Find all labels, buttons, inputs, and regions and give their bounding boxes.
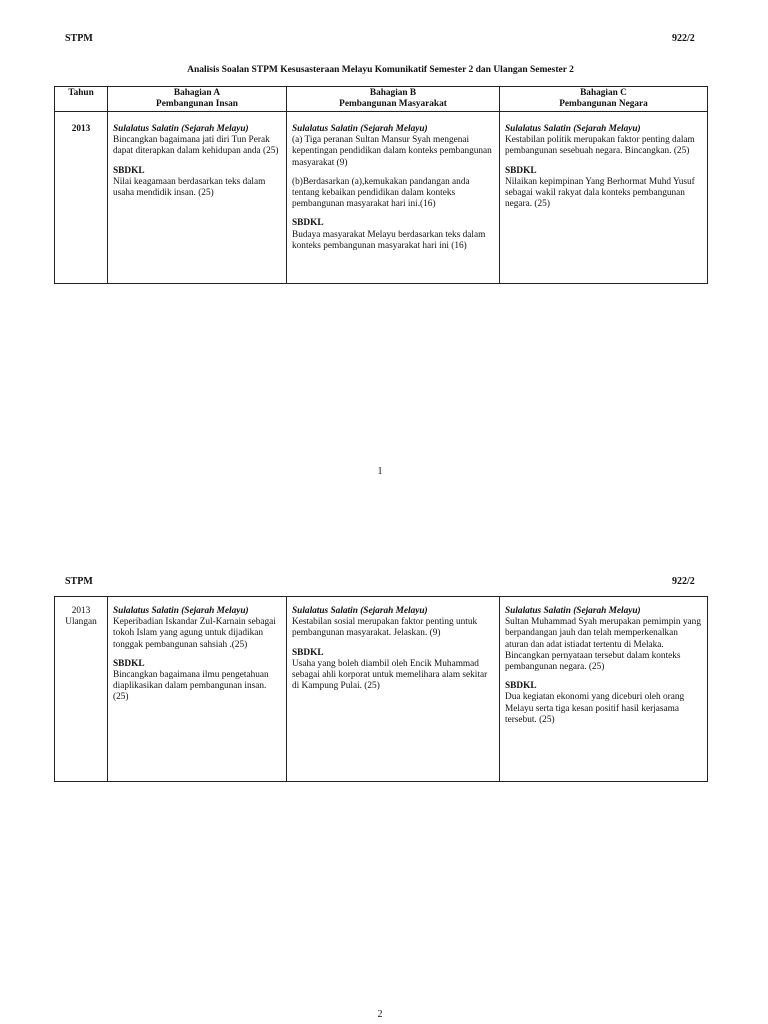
table-row xyxy=(55,597,708,782)
page1-header-left: STPM xyxy=(65,33,93,44)
cell-c-question-1: Sultan Muhammad Syah merupakan pemimpin yang berpandangan jauh dan telah memperkenalkan aturan dan adat istiadat tertentu di Melaka. Bincangkan pernyataan tersebut dalam konteks pembangunan negara. (25) xyxy=(505,617,701,673)
analysis-table-1 xyxy=(54,86,708,284)
cell-section-a xyxy=(108,112,287,284)
row-year: 2013 xyxy=(71,124,91,134)
cell-a-title: Sulalatus Salatin (Sejarah Melayu) xyxy=(113,606,249,616)
col-header-c-line1: Bahagian C xyxy=(580,88,627,98)
cell-c-title: Sulalatus Salatin (Sejarah Melayu) xyxy=(505,606,641,616)
row-year-cell xyxy=(55,597,108,782)
table-row xyxy=(55,112,708,284)
cell-b-title: Sulalatus Salatin (Sejarah Melayu) xyxy=(292,606,428,616)
cell-c-sbdkl-label: SBDKL xyxy=(505,681,537,692)
page1-page-number: 1 xyxy=(377,466,383,477)
cell-section-c xyxy=(500,112,708,284)
col-header-b-line1: Bahagian B xyxy=(369,88,417,98)
cell-b-question-1a: (a) Tiga peranan Sultan Mansur Syah mengenai kepentingan pendidikan dalam konteks pembangunan masyarakat (9) xyxy=(292,135,492,168)
page2-page-number: 2 xyxy=(377,1009,383,1020)
col-header-b-line2: Pembangunan Masyarakat xyxy=(339,98,447,109)
cell-a-question-2: Nilai keagamaan berdasarkan teks dalam usaha mendidik insan. (25) xyxy=(113,176,266,199)
cell-c-question-1: Kestabilan politik merupakan faktor penting dalam pembangunan sesebuah negara. Bincangkan. (25) xyxy=(505,135,695,157)
cell-b-question-1b: (b)Berdasarkan (a),kemukakan pandangan anda tentang kebaikan pendidikan dalam konteks pembangunan masyarakat hari ini.(16) xyxy=(292,176,470,210)
analysis-table-2 xyxy=(54,596,708,782)
page1-title: Analisis Soalan STPM Kesusasteraan Melayu Komunikatif Semester 2 dan Ulangan Semester 2 xyxy=(187,65,574,75)
col-header-b xyxy=(287,87,500,112)
cell-b-question-1: Kestabilan sosial merupakan faktor penting untuk pembangunan masyarakat. Jelaskan. (9) xyxy=(292,617,478,639)
page2-header-left: STPM xyxy=(65,576,93,587)
cell-b-title: Sulalatus Salatin (Sejarah Melayu) xyxy=(292,124,428,134)
row-year-cell xyxy=(55,112,108,284)
col-header-c-line2: Pembangunan Negara xyxy=(559,98,648,109)
cell-section-b xyxy=(287,597,500,782)
cell-b-question-2: Budaya masyarakat Melayu berdasarkan teks dalam konteks pembangunan masyarakat hari ini (16) xyxy=(292,229,486,251)
cell-b-sbdkl-label: SBDKL xyxy=(292,218,324,229)
row-year-line2: Ulangan xyxy=(65,617,97,628)
cell-c-question-2: Nilaikan kepimpinan Yang Berhormat Muhd Yusuf sebagai wakil rakyat dala konteks pembangunan negara. (25) xyxy=(505,176,695,210)
cell-c-question-2: Dua kegiatan ekonomi yang diceburi oleh orang Melayu serta tiga kesan positif hasil kerjasama tersebut. (25) xyxy=(505,692,685,725)
page2-header-right: 922/2 xyxy=(672,576,695,587)
col-header-c xyxy=(500,87,708,112)
row-year-line1: 2013 xyxy=(71,606,91,616)
page1-header-right: 922/2 xyxy=(672,33,695,44)
cell-section-c xyxy=(500,597,708,782)
cell-c-sbdkl-label: SBDKL xyxy=(505,165,537,176)
table-header-row xyxy=(55,87,708,112)
cell-section-a xyxy=(108,597,287,782)
col-header-year xyxy=(55,87,108,112)
cell-b-sbdkl-label: SBDKL xyxy=(292,647,324,658)
cell-section-b xyxy=(287,112,500,284)
cell-a-sbdkl-label: SBDKL xyxy=(113,658,145,669)
col-header-year-label: Tahun xyxy=(68,88,94,98)
cell-a-question-1: Bincangkan bagaimana jati diri Tun Perak dapat diterapkan dalam kehidupan anda (25) xyxy=(113,135,279,157)
cell-a-sbdkl-label: SBDKL xyxy=(113,165,145,176)
col-header-a xyxy=(108,87,287,112)
cell-c-title: Sulalatus Salatin (Sejarah Melayu) xyxy=(505,124,641,134)
col-header-a-line1: Bahagian A xyxy=(173,88,221,98)
col-header-a-line2: Pembangunan Insan xyxy=(156,98,238,109)
cell-a-title: Sulalatus Salatin (Sejarah Melayu) xyxy=(113,124,249,134)
cell-a-question-2: Bincangkan bagaimana ilmu pengetahuan diaplikasikan dalam pembangunan insan. (25) xyxy=(113,670,269,703)
cell-b-question-2: Usaha yang boleh diambil oleh Encik Muhammad sebagai ahli korporat untuk memelihara alam sekitar di Kampung Pulai. (25) xyxy=(292,658,488,692)
cell-a-question-1: Keperibadian Iskandar Zul-Karnain sebagai tokoh Islam yang agung untuk dijadikan tonggak pembangunan sahsiah .(25) xyxy=(113,617,276,650)
